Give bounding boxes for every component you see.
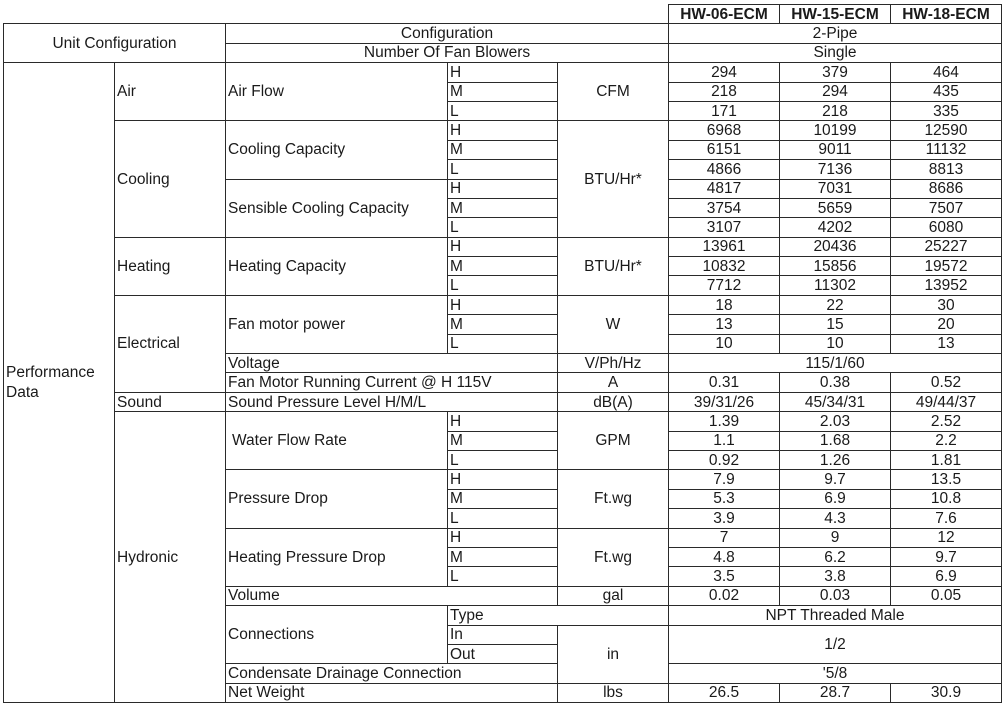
- value-cell: 7.9: [669, 470, 780, 489]
- value-cell: 2.52: [891, 412, 1002, 431]
- value-cell: 171: [669, 101, 780, 120]
- connections-in-label: In: [448, 625, 558, 644]
- value-cell: 7136: [780, 160, 891, 179]
- speed-label: M: [448, 315, 558, 334]
- speed-label: H: [448, 412, 558, 431]
- value-cell: 8813: [891, 160, 1002, 179]
- water-flow-unit: GPM: [558, 412, 669, 470]
- value-cell: 335: [891, 101, 1002, 120]
- running-current-label: Fan Motor Running Current @ H 115V: [226, 373, 558, 392]
- unit-configuration-label: Unit Configuration: [4, 24, 226, 63]
- value-cell: 0.92: [669, 450, 780, 469]
- connections-label: Connections: [226, 606, 448, 664]
- value-cell: 9.7: [780, 470, 891, 489]
- value-cell: 294: [669, 63, 780, 82]
- voltage-value: 115/1/60: [669, 354, 1002, 373]
- value-cell: 6.9: [780, 489, 891, 508]
- water-flow-row-h: [4, 412, 1002, 431]
- sensible-cooling-label: Sensible Cooling Capacity: [226, 179, 448, 237]
- value-cell: 0.02: [669, 586, 780, 605]
- value-cell: 4817: [669, 179, 780, 198]
- fan-motor-power-unit: W: [558, 295, 669, 353]
- speed-label: M: [448, 547, 558, 566]
- value-cell: 9011: [780, 140, 891, 159]
- value-cell: 6080: [891, 218, 1002, 237]
- value-cell: 12590: [891, 121, 1002, 140]
- model-header: HW-18-ECM: [891, 5, 1002, 24]
- speed-label: L: [448, 101, 558, 120]
- performance-data-label: Performance Data: [4, 63, 115, 703]
- pressure-drop-unit: Ft.wg: [558, 470, 669, 528]
- voltage-unit: V/Ph/Hz: [558, 354, 669, 373]
- condensate-value: '5/8: [669, 664, 1002, 683]
- value-cell: 1.1: [669, 431, 780, 450]
- sound-pressure-label: Sound Pressure Level H/M/L: [226, 392, 558, 411]
- group-cooling: Cooling: [115, 121, 226, 237]
- speed-label: M: [448, 140, 558, 159]
- value-cell: 6.9: [891, 567, 1002, 586]
- speed-label: H: [448, 237, 558, 256]
- value-cell: 13: [891, 334, 1002, 353]
- value-cell: 15: [780, 315, 891, 334]
- speed-label: H: [448, 528, 558, 547]
- value-cell: 30: [891, 295, 1002, 314]
- spec-table: [3, 4, 1002, 703]
- heating-pressure-drop-label: Heating Pressure Drop: [226, 528, 448, 586]
- value-cell: 3.5: [669, 567, 780, 586]
- volume-unit: gal: [558, 586, 669, 605]
- value-cell: 2.2: [891, 431, 1002, 450]
- value-cell: 4866: [669, 160, 780, 179]
- speed-label: L: [448, 334, 558, 353]
- air-flow-label: Air Flow: [226, 63, 448, 121]
- configuration-value: 2-Pipe: [669, 24, 1002, 43]
- value-cell: 4.3: [780, 509, 891, 528]
- value-cell: 1.68: [780, 431, 891, 450]
- value-cell: 28.7: [780, 683, 891, 702]
- value-cell: 1.81: [891, 450, 1002, 469]
- air-flow-row-h: [4, 63, 1002, 82]
- speed-label: H: [448, 63, 558, 82]
- speed-label: M: [448, 489, 558, 508]
- value-cell: 20: [891, 315, 1002, 334]
- speed-label: M: [448, 198, 558, 217]
- value-cell: 11132: [891, 140, 1002, 159]
- value-cell: 7507: [891, 198, 1002, 217]
- value-cell: 7: [669, 528, 780, 547]
- value-cell: 1.26: [780, 450, 891, 469]
- speed-label: L: [448, 160, 558, 179]
- cooling-capacity-label: Cooling Capacity: [226, 121, 448, 179]
- value-cell: 45/34/31: [780, 392, 891, 411]
- value-cell: 20436: [780, 237, 891, 256]
- connections-type-value: NPT Threaded Male: [669, 606, 1002, 625]
- running-current-unit: A: [558, 373, 669, 392]
- value-cell: 0.38: [780, 373, 891, 392]
- value-cell: 294: [780, 82, 891, 101]
- sound-pressure-unit: dB(A): [558, 392, 669, 411]
- sound-row: [4, 392, 1002, 411]
- value-cell: 3.9: [669, 509, 780, 528]
- value-cell: 6968: [669, 121, 780, 140]
- value-cell: 0.03: [780, 586, 891, 605]
- value-cell: 30.9: [891, 683, 1002, 702]
- value-cell: 4.8: [669, 547, 780, 566]
- value-cell: 464: [891, 63, 1002, 82]
- speed-label: L: [448, 450, 558, 469]
- value-cell: 25227: [891, 237, 1002, 256]
- value-cell: 1.39: [669, 412, 780, 431]
- heating-capacity-unit: BTU/Hr*: [558, 237, 669, 295]
- model-header: HW-15-ECM: [780, 5, 891, 24]
- speed-label: M: [448, 431, 558, 450]
- value-cell: 7.6: [891, 509, 1002, 528]
- value-cell: 49/44/37: [891, 392, 1002, 411]
- value-cell: 13.5: [891, 470, 1002, 489]
- group-heating: Heating: [115, 237, 226, 295]
- value-cell: 218: [780, 101, 891, 120]
- fan-motor-power-label: Fan motor power: [226, 295, 448, 353]
- speed-label: L: [448, 567, 558, 586]
- connections-unit: in: [558, 625, 669, 683]
- condensate-label: Condensate Drainage Connection: [226, 664, 558, 683]
- value-cell: 3754: [669, 198, 780, 217]
- value-cell: 39/31/26: [669, 392, 780, 411]
- volume-label: Volume: [226, 586, 558, 605]
- value-cell: 379: [780, 63, 891, 82]
- value-cell: 19572: [891, 257, 1002, 276]
- value-cell: 7712: [669, 276, 780, 295]
- speed-label: L: [448, 509, 558, 528]
- cooling-unit: BTU/Hr*: [558, 121, 669, 237]
- value-cell: 3.8: [780, 567, 891, 586]
- net-weight-unit: lbs: [558, 683, 669, 702]
- speed-label: M: [448, 257, 558, 276]
- air-flow-unit: CFM: [558, 63, 669, 121]
- connections-size-value: 1/2: [669, 625, 1002, 664]
- speed-label: H: [448, 295, 558, 314]
- model-header-row: [4, 5, 1002, 24]
- value-cell: 13: [669, 315, 780, 334]
- value-cell: 6151: [669, 140, 780, 159]
- value-cell: 0.05: [891, 586, 1002, 605]
- value-cell: 4202: [780, 218, 891, 237]
- speed-label: M: [448, 82, 558, 101]
- group-electrical: Electrical: [115, 295, 226, 392]
- pressure-drop-label: Pressure Drop: [226, 470, 448, 528]
- value-cell: 10: [780, 334, 891, 353]
- speed-label: H: [448, 470, 558, 489]
- value-cell: 11302: [780, 276, 891, 295]
- value-cell: 10: [669, 334, 780, 353]
- value-cell: 0.31: [669, 373, 780, 392]
- fan-blowers-label: Number Of Fan Blowers: [226, 43, 669, 62]
- speed-label: H: [448, 179, 558, 198]
- value-cell: 15856: [780, 257, 891, 276]
- value-cell: 5659: [780, 198, 891, 217]
- value-cell: 8686: [891, 179, 1002, 198]
- value-cell: 435: [891, 82, 1002, 101]
- heating-capacity-label: Heating Capacity: [226, 237, 448, 295]
- value-cell: 9: [780, 528, 891, 547]
- group-hydronic: Hydronic: [115, 412, 226, 703]
- heating-capacity-row-h: [4, 237, 1002, 256]
- voltage-label: Voltage: [226, 354, 558, 373]
- model-header: HW-06-ECM: [669, 5, 780, 24]
- group-air: Air: [115, 63, 226, 121]
- cooling-capacity-row-h: [4, 121, 1002, 140]
- group-sound: Sound: [115, 392, 226, 411]
- value-cell: 26.5: [669, 683, 780, 702]
- heating-pressure-drop-unit: Ft.wg: [558, 528, 669, 586]
- connections-type-label: Type: [448, 606, 669, 625]
- value-cell: 10832: [669, 257, 780, 276]
- value-cell: 3107: [669, 218, 780, 237]
- value-cell: 218: [669, 82, 780, 101]
- blank-corner: [4, 5, 669, 24]
- value-cell: 13952: [891, 276, 1002, 295]
- configuration-label: Configuration: [226, 24, 669, 43]
- connections-out-label: Out: [448, 644, 558, 663]
- value-cell: 12: [891, 528, 1002, 547]
- value-cell: 10199: [780, 121, 891, 140]
- value-cell: 5.3: [669, 489, 780, 508]
- value-cell: 22: [780, 295, 891, 314]
- water-flow-label: Water Flow Rate: [226, 412, 448, 470]
- value-cell: 9.7: [891, 547, 1002, 566]
- speed-label: L: [448, 218, 558, 237]
- speed-label: H: [448, 121, 558, 140]
- fan-blowers-value: Single: [669, 43, 1002, 62]
- value-cell: 6.2: [780, 547, 891, 566]
- net-weight-label: Net Weight: [226, 683, 558, 702]
- value-cell: 10.8: [891, 489, 1002, 508]
- value-cell: 18: [669, 295, 780, 314]
- speed-label: L: [448, 276, 558, 295]
- value-cell: 0.52: [891, 373, 1002, 392]
- fan-motor-power-row-h: [4, 295, 1002, 314]
- value-cell: 7031: [780, 179, 891, 198]
- value-cell: 2.03: [780, 412, 891, 431]
- value-cell: 13961: [669, 237, 780, 256]
- configuration-row: [4, 24, 1002, 43]
